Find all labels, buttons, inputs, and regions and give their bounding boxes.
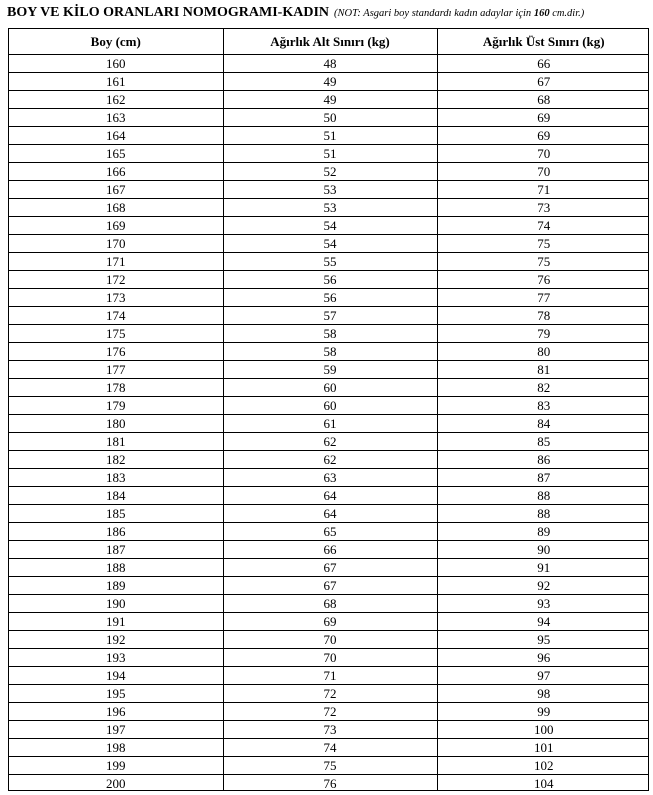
- table-row: [9, 649, 649, 667]
- table-row: [9, 289, 649, 307]
- upper-weight-cell: 69: [437, 127, 649, 145]
- header-height: Boy (cm): [9, 29, 223, 55]
- upper-weight-cell: 88: [437, 505, 649, 523]
- height-cell: 171: [9, 253, 223, 271]
- height-cell: 173: [9, 289, 223, 307]
- table-body: [9, 55, 649, 792]
- upper-weight-cell: 74: [437, 217, 649, 235]
- table-row: [9, 703, 649, 721]
- upper-weight-cell: 69: [437, 109, 649, 127]
- table-row: [9, 469, 649, 487]
- upper-weight-cell: 99: [437, 703, 649, 721]
- lower-weight-cell: 50: [223, 109, 437, 127]
- table-row: [9, 739, 649, 757]
- upper-weight-cell: 76: [437, 271, 649, 289]
- height-cell: 183: [9, 469, 223, 487]
- table-row: [9, 757, 649, 775]
- lower-weight-cell: 70: [223, 631, 437, 649]
- table-row: [9, 271, 649, 289]
- table-row: [9, 235, 649, 253]
- height-cell: 161: [9, 73, 223, 91]
- upper-weight-cell: 100: [437, 721, 649, 739]
- lower-weight-cell: 53: [223, 181, 437, 199]
- height-cell: 162: [9, 91, 223, 109]
- header-upper-weight: Ağırlık Üst Sınırı (kg): [437, 29, 649, 55]
- upper-weight-cell: 87: [437, 469, 649, 487]
- height-weight-table: [8, 28, 649, 791]
- height-cell: 180: [9, 415, 223, 433]
- table-row: [9, 433, 649, 451]
- table-row: [9, 559, 649, 577]
- table-row: [9, 577, 649, 595]
- height-cell: 197: [9, 721, 223, 739]
- lower-weight-cell: 62: [223, 433, 437, 451]
- table-row: [9, 253, 649, 271]
- lower-weight-cell: 53: [223, 199, 437, 217]
- lower-weight-cell: 76: [223, 775, 437, 792]
- upper-weight-cell: 73: [437, 199, 649, 217]
- lower-weight-cell: 71: [223, 667, 437, 685]
- lower-weight-cell: 48: [223, 55, 437, 73]
- table-row: [9, 343, 649, 361]
- height-cell: 170: [9, 235, 223, 253]
- upper-weight-cell: 89: [437, 523, 649, 541]
- lower-weight-cell: 69: [223, 613, 437, 631]
- table-row: [9, 685, 649, 703]
- table-header: [9, 29, 649, 55]
- height-cell: 182: [9, 451, 223, 469]
- table-row: [9, 415, 649, 433]
- lower-weight-cell: 62: [223, 451, 437, 469]
- upper-weight-cell: 84: [437, 415, 649, 433]
- lower-weight-cell: 63: [223, 469, 437, 487]
- height-cell: 195: [9, 685, 223, 703]
- height-cell: 190: [9, 595, 223, 613]
- lower-weight-cell: 49: [223, 91, 437, 109]
- lower-weight-cell: 51: [223, 145, 437, 163]
- lower-weight-cell: 64: [223, 487, 437, 505]
- document-title-line: [7, 4, 652, 22]
- height-cell: 198: [9, 739, 223, 757]
- table-row: [9, 73, 649, 91]
- lower-weight-cell: 60: [223, 379, 437, 397]
- height-cell: 199: [9, 757, 223, 775]
- upper-weight-cell: 94: [437, 613, 649, 631]
- table-row: [9, 91, 649, 109]
- lower-weight-cell: 56: [223, 271, 437, 289]
- upper-weight-cell: 96: [437, 649, 649, 667]
- height-cell: 169: [9, 217, 223, 235]
- document-note: [334, 8, 584, 19]
- height-cell: 188: [9, 559, 223, 577]
- upper-weight-cell: 90: [437, 541, 649, 559]
- table-row: [9, 109, 649, 127]
- upper-weight-cell: 81: [437, 361, 649, 379]
- upper-weight-cell: 93: [437, 595, 649, 613]
- lower-weight-cell: 72: [223, 685, 437, 703]
- document-note-close: cm.dir.): [549, 8, 585, 19]
- table-row: [9, 487, 649, 505]
- table-row: [9, 145, 649, 163]
- upper-weight-cell: 68: [437, 91, 649, 109]
- height-cell: 168: [9, 199, 223, 217]
- upper-weight-cell: 70: [437, 163, 649, 181]
- upper-weight-cell: 78: [437, 307, 649, 325]
- height-cell: 200: [9, 775, 223, 792]
- upper-weight-cell: 79: [437, 325, 649, 343]
- table-row: [9, 127, 649, 145]
- lower-weight-cell: 52: [223, 163, 437, 181]
- table-row: [9, 325, 649, 343]
- lower-weight-cell: 65: [223, 523, 437, 541]
- table-row: [9, 631, 649, 649]
- lower-weight-cell: 56: [223, 289, 437, 307]
- table-row: [9, 55, 649, 73]
- table-row: [9, 505, 649, 523]
- upper-weight-cell: 97: [437, 667, 649, 685]
- height-cell: 191: [9, 613, 223, 631]
- nomogram-table: [9, 29, 649, 791]
- height-cell: 193: [9, 649, 223, 667]
- upper-weight-cell: 70: [437, 145, 649, 163]
- table-row: [9, 775, 649, 792]
- table-row: [9, 379, 649, 397]
- upper-weight-cell: 71: [437, 181, 649, 199]
- height-cell: 192: [9, 631, 223, 649]
- document-note-value: 160: [533, 8, 550, 19]
- header-lower-weight: Ağırlık Alt Sınırı (kg): [223, 29, 437, 55]
- height-cell: 167: [9, 181, 223, 199]
- lower-weight-cell: 66: [223, 541, 437, 559]
- table-row: [9, 613, 649, 631]
- document-note-open: (NOT: Asgari boy standardı kadın adaylar için: [334, 8, 534, 19]
- lower-weight-cell: 59: [223, 361, 437, 379]
- table-row: [9, 721, 649, 739]
- height-cell: 165: [9, 145, 223, 163]
- lower-weight-cell: 54: [223, 235, 437, 253]
- lower-weight-cell: 75: [223, 757, 437, 775]
- upper-weight-cell: 85: [437, 433, 649, 451]
- upper-weight-cell: 92: [437, 577, 649, 595]
- height-cell: 189: [9, 577, 223, 595]
- height-cell: 186: [9, 523, 223, 541]
- upper-weight-cell: 82: [437, 379, 649, 397]
- height-cell: 166: [9, 163, 223, 181]
- table-row: [9, 199, 649, 217]
- lower-weight-cell: 67: [223, 559, 437, 577]
- height-cell: 174: [9, 307, 223, 325]
- lower-weight-cell: 49: [223, 73, 437, 91]
- height-cell: 181: [9, 433, 223, 451]
- lower-weight-cell: 73: [223, 721, 437, 739]
- table-row: [9, 451, 649, 469]
- height-cell: 176: [9, 343, 223, 361]
- header-row: [9, 29, 649, 55]
- lower-weight-cell: 58: [223, 325, 437, 343]
- table-row: [9, 595, 649, 613]
- upper-weight-cell: 75: [437, 253, 649, 271]
- table-row: [9, 307, 649, 325]
- height-cell: 163: [9, 109, 223, 127]
- table-row: [9, 397, 649, 415]
- lower-weight-cell: 64: [223, 505, 437, 523]
- height-cell: 172: [9, 271, 223, 289]
- lower-weight-cell: 70: [223, 649, 437, 667]
- upper-weight-cell: 91: [437, 559, 649, 577]
- lower-weight-cell: 55: [223, 253, 437, 271]
- height-cell: 164: [9, 127, 223, 145]
- height-cell: 160: [9, 55, 223, 73]
- upper-weight-cell: 77: [437, 289, 649, 307]
- upper-weight-cell: 101: [437, 739, 649, 757]
- lower-weight-cell: 74: [223, 739, 437, 757]
- height-cell: 185: [9, 505, 223, 523]
- table-row: [9, 181, 649, 199]
- lower-weight-cell: 60: [223, 397, 437, 415]
- height-cell: 196: [9, 703, 223, 721]
- lower-weight-cell: 51: [223, 127, 437, 145]
- upper-weight-cell: 80: [437, 343, 649, 361]
- document-title: BOY VE KİLO ORANLARI NOMOGRAMI-KADIN: [7, 5, 330, 20]
- height-cell: 194: [9, 667, 223, 685]
- upper-weight-cell: 86: [437, 451, 649, 469]
- upper-weight-cell: 104: [437, 775, 649, 792]
- upper-weight-cell: 67: [437, 73, 649, 91]
- height-cell: 179: [9, 397, 223, 415]
- upper-weight-cell: 102: [437, 757, 649, 775]
- table-row: [9, 163, 649, 181]
- height-cell: 187: [9, 541, 223, 559]
- lower-weight-cell: 61: [223, 415, 437, 433]
- height-cell: 175: [9, 325, 223, 343]
- upper-weight-cell: 75: [437, 235, 649, 253]
- lower-weight-cell: 58: [223, 343, 437, 361]
- upper-weight-cell: 95: [437, 631, 649, 649]
- lower-weight-cell: 68: [223, 595, 437, 613]
- table-row: [9, 523, 649, 541]
- lower-weight-cell: 54: [223, 217, 437, 235]
- height-cell: 178: [9, 379, 223, 397]
- lower-weight-cell: 72: [223, 703, 437, 721]
- table-row: [9, 361, 649, 379]
- height-cell: 177: [9, 361, 223, 379]
- upper-weight-cell: 88: [437, 487, 649, 505]
- height-cell: 184: [9, 487, 223, 505]
- table-row: [9, 667, 649, 685]
- table-row: [9, 217, 649, 235]
- table-row: [9, 541, 649, 559]
- upper-weight-cell: 66: [437, 55, 649, 73]
- upper-weight-cell: 83: [437, 397, 649, 415]
- upper-weight-cell: 98: [437, 685, 649, 703]
- lower-weight-cell: 57: [223, 307, 437, 325]
- lower-weight-cell: 67: [223, 577, 437, 595]
